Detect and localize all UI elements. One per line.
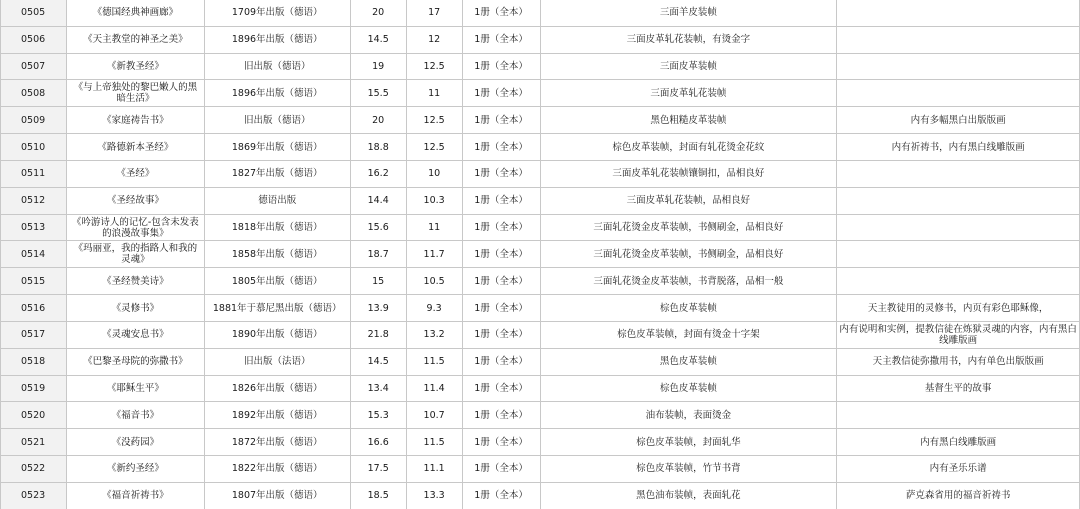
cell-volume[interactable]: 1册（全本） [462, 402, 540, 429]
cell-title[interactable]: 《耶稣生平》 [66, 375, 204, 402]
table-row [1, 348, 1080, 375]
table-row [1, 241, 1080, 268]
cell-height[interactable]: 13.4 [350, 375, 406, 402]
cell-note[interactable]: 天主教信徒弥撒用书，内有单色出版版画 [837, 348, 1080, 375]
cell-width[interactable]: 13.2 [406, 321, 462, 348]
table-row [1, 107, 1080, 134]
table-row [1, 0, 1080, 26]
cell-volume[interactable]: 1册（全本） [462, 268, 540, 295]
table-row [1, 295, 1080, 322]
cell-note[interactable] [837, 187, 1080, 214]
cell-binding[interactable]: 三面皮革轧花装帧，有烫金字 [540, 26, 837, 53]
cell-width[interactable]: 11.1 [406, 456, 462, 483]
cell-volume[interactable]: 1册（全本） [462, 187, 540, 214]
cell-note[interactable]: 天主教徒用的灵修书，内页有彩色耶稣像， [837, 295, 1080, 322]
cell-binding[interactable]: 棕色皮革装帧，竹节书背 [540, 456, 837, 483]
cell-width[interactable]: 12 [406, 26, 462, 53]
cell-title[interactable]: 《与上帝独处的黎巴嫩人的黑暗生活》 [66, 80, 204, 107]
cell-width[interactable]: 10.5 [406, 268, 462, 295]
cell-height[interactable]: 21.8 [350, 321, 406, 348]
cell-title[interactable]: 《圣经》 [66, 160, 204, 187]
cell-volume[interactable]: 1册（全本） [462, 321, 540, 348]
cell-edition[interactable]: 1881年于慕尼黑出版（德语） [204, 295, 350, 322]
cell-edition[interactable]: 1807年出版（德语） [204, 482, 350, 509]
cell-width[interactable]: 10.3 [406, 187, 462, 214]
cell-volume[interactable]: 1册（全本） [462, 107, 540, 134]
cell-edition[interactable]: 旧出版（法语） [204, 348, 350, 375]
cell-note[interactable] [837, 241, 1080, 268]
cell-height[interactable]: 14.4 [350, 187, 406, 214]
cell-title[interactable]: 《没药园》 [66, 429, 204, 456]
cell-note[interactable] [837, 268, 1080, 295]
cell-volume[interactable]: 1册（全本） [462, 80, 540, 107]
cell-note[interactable] [837, 80, 1080, 107]
cell-title[interactable]: 《家庭祷告书》 [66, 107, 204, 134]
cell-id[interactable]: 0518 [1, 348, 67, 375]
table-row [1, 160, 1080, 187]
cell-width[interactable]: 12.5 [406, 107, 462, 134]
cell-binding[interactable]: 三面皮革轧花装帧，品相良好 [540, 187, 837, 214]
cell-edition[interactable]: 1826年出版（德语） [204, 375, 350, 402]
cell-height[interactable]: 20 [350, 0, 406, 26]
table-row [1, 26, 1080, 53]
cell-edition[interactable]: 1709年出版（德语） [204, 0, 350, 26]
table-row [1, 187, 1080, 214]
cell-id[interactable]: 0508 [1, 80, 67, 107]
cell-binding[interactable]: 黑色皮革装帧 [540, 348, 837, 375]
cell-volume[interactable]: 1册（全本） [462, 429, 540, 456]
cell-id[interactable]: 0506 [1, 26, 67, 53]
cell-height[interactable]: 19 [350, 53, 406, 80]
table-row [1, 268, 1080, 295]
cell-title[interactable]: 《灵魂安息书》 [66, 321, 204, 348]
cell-height[interactable]: 14.5 [350, 26, 406, 53]
cell-volume[interactable]: 1册（全本） [462, 375, 540, 402]
table-body [1, 0, 1080, 509]
cell-title[interactable]: 《福音书》 [66, 402, 204, 429]
cell-edition[interactable]: 1892年出版（德语） [204, 402, 350, 429]
cell-edition[interactable]: 1827年出版（德语） [204, 160, 350, 187]
cell-title[interactable]: 《德国经典神画廊》 [66, 0, 204, 26]
cell-note[interactable]: 内有黑白线雕版画 [837, 429, 1080, 456]
cell-note[interactable]: 基督生平的故事 [837, 375, 1080, 402]
cell-note[interactable]: 内有祈祷书，内有黑白线雕版画 [837, 134, 1080, 161]
cell-height[interactable]: 18.8 [350, 134, 406, 161]
cell-width[interactable]: 11.5 [406, 348, 462, 375]
cell-title[interactable]: 《圣经故事》 [66, 187, 204, 214]
cell-width[interactable]: 11.5 [406, 429, 462, 456]
cell-note[interactable] [837, 26, 1080, 53]
cell-title[interactable]: 《圣经赞美诗》 [66, 268, 204, 295]
table-row [1, 134, 1080, 161]
cell-binding[interactable]: 棕色皮革装帧 [540, 295, 837, 322]
cell-note[interactable]: 内有圣乐乐谱 [837, 456, 1080, 483]
cell-id[interactable]: 0516 [1, 295, 67, 322]
cell-edition[interactable]: 1872年出版（德语） [204, 429, 350, 456]
table-row [1, 375, 1080, 402]
cell-title[interactable]: 《巴黎圣母院的弥撒书》 [66, 348, 204, 375]
cell-height[interactable]: 16.6 [350, 429, 406, 456]
cell-width[interactable]: 10.7 [406, 402, 462, 429]
cell-volume[interactable]: 1册（全本） [462, 482, 540, 509]
cell-width[interactable]: 11 [406, 214, 462, 241]
cell-note[interactable] [837, 53, 1080, 80]
cell-edition[interactable]: 1890年出版（德语） [204, 321, 350, 348]
cell-id[interactable]: 0522 [1, 456, 67, 483]
cell-title[interactable]: 《天主教堂的神圣之美》 [66, 26, 204, 53]
cell-id[interactable]: 0514 [1, 241, 67, 268]
cell-note[interactable] [837, 0, 1080, 26]
cell-binding[interactable]: 黑色粗糙皮革装帧 [540, 107, 837, 134]
cell-edition[interactable]: 1869年出版（德语） [204, 134, 350, 161]
table-row [1, 80, 1080, 107]
cell-edition[interactable]: 1818年出版（德语） [204, 214, 350, 241]
cell-note[interactable]: 内有多幅黑白出版版画 [837, 107, 1080, 134]
cell-height[interactable]: 17.5 [350, 456, 406, 483]
cell-binding[interactable]: 三面羊皮装帧 [540, 0, 837, 26]
cell-width[interactable]: 12.5 [406, 53, 462, 80]
cell-height[interactable]: 14.5 [350, 348, 406, 375]
cell-height[interactable]: 13.9 [350, 295, 406, 322]
cell-width[interactable]: 11.7 [406, 241, 462, 268]
cell-title[interactable]: 《玛丽亚，我的指路人和我的灵魂》 [66, 241, 204, 268]
cell-title[interactable]: 《吟游诗人的记忆-包含未发表的浪漫故事集》 [66, 214, 204, 241]
cell-id[interactable]: 0505 [1, 0, 67, 26]
cell-id[interactable]: 0515 [1, 268, 67, 295]
cell-binding[interactable]: 棕色皮革装帧，封面有烫金十字架 [540, 321, 837, 348]
cell-id[interactable]: 0523 [1, 482, 67, 509]
cell-height[interactable]: 20 [350, 107, 406, 134]
cell-title[interactable]: 《福音祈祷书》 [66, 482, 204, 509]
cell-note[interactable] [837, 160, 1080, 187]
cell-id[interactable]: 0509 [1, 107, 67, 134]
cell-volume[interactable]: 1册（全本） [462, 456, 540, 483]
cell-height[interactable]: 15.5 [350, 80, 406, 107]
cell-binding[interactable]: 棕色皮革装帧 [540, 375, 837, 402]
cell-id[interactable]: 0517 [1, 321, 67, 348]
cell-id[interactable]: 0521 [1, 429, 67, 456]
cell-binding[interactable]: 三面轧花烫金皮革装帧，书背脱落，品相一般 [540, 268, 837, 295]
cell-binding[interactable]: 棕色皮革装帧，封面轧华 [540, 429, 837, 456]
cell-width[interactable]: 9.3 [406, 295, 462, 322]
cell-id[interactable]: 0507 [1, 53, 67, 80]
cell-volume[interactable]: 1册（全本） [462, 214, 540, 241]
cell-height[interactable]: 18.7 [350, 241, 406, 268]
cell-title[interactable]: 《新约圣经》 [66, 456, 204, 483]
cell-volume[interactable]: 1册（全本） [462, 348, 540, 375]
cell-height[interactable]: 15.3 [350, 402, 406, 429]
cell-width[interactable]: 10 [406, 160, 462, 187]
cell-volume[interactable]: 1册（全本） [462, 295, 540, 322]
cell-title[interactable]: 《灵修书》 [66, 295, 204, 322]
table-row [1, 214, 1080, 241]
cell-height[interactable]: 18.5 [350, 482, 406, 509]
table-row [1, 402, 1080, 429]
cell-volume[interactable]: 1册（全本） [462, 0, 540, 26]
cell-note[interactable] [837, 402, 1080, 429]
cell-edition[interactable]: 1805年出版（德语） [204, 268, 350, 295]
cell-width[interactable]: 13.3 [406, 482, 462, 509]
cell-edition[interactable]: 旧出版（德语） [204, 53, 350, 80]
cell-binding[interactable]: 三面皮革轧花装帧镶铜扣，品相良好 [540, 160, 837, 187]
cell-volume[interactable]: 1册（全本） [462, 160, 540, 187]
cell-width[interactable]: 12.5 [406, 134, 462, 161]
cell-binding[interactable]: 黑色油布装帧，表面轧花 [540, 482, 837, 509]
cell-title[interactable]: 《路德新本圣经》 [66, 134, 204, 161]
cell-binding[interactable]: 三面皮革装帧 [540, 53, 837, 80]
cell-volume[interactable]: 1册（全本） [462, 53, 540, 80]
cell-id[interactable]: 0519 [1, 375, 67, 402]
cell-note[interactable] [837, 214, 1080, 241]
table-row [1, 53, 1080, 80]
cell-height[interactable]: 15.6 [350, 214, 406, 241]
cell-volume[interactable]: 1册（全本） [462, 26, 540, 53]
cell-edition[interactable]: 1822年出版（德语） [204, 456, 350, 483]
cell-binding[interactable]: 三面皮革轧花装帧 [540, 80, 837, 107]
cell-binding[interactable]: 油布装帧，表面烫金 [540, 402, 837, 429]
table-row [1, 482, 1080, 509]
table-row [1, 321, 1080, 348]
cell-edition[interactable]: 1858年出版（德语） [204, 241, 350, 268]
table-row [1, 456, 1080, 483]
table-row [1, 429, 1080, 456]
cell-volume[interactable]: 1册（全本） [462, 134, 540, 161]
cell-note[interactable]: 萨克森省用的福音祈祷书 [837, 482, 1080, 509]
cell-edition[interactable]: 德语出版 [204, 187, 350, 214]
cell-binding[interactable]: 棕色皮革装帧，封面有轧花烫金花纹 [540, 134, 837, 161]
cell-edition[interactable]: 旧出版（德语） [204, 107, 350, 134]
cell-note[interactable]: 内有说明和实例，提教信徒在炼狱灵魂的内容，内有黑白线雕版画 [837, 321, 1080, 348]
cell-height[interactable]: 16.2 [350, 160, 406, 187]
cell-binding[interactable]: 三面轧花烫金皮革装帧，书侧刷金，品相良好 [540, 214, 837, 241]
cell-width[interactable]: 17 [406, 0, 462, 26]
cell-id[interactable]: 0520 [1, 402, 67, 429]
cell-id[interactable]: 0513 [1, 214, 67, 241]
cell-volume[interactable]: 1册（全本） [462, 241, 540, 268]
cell-width[interactable]: 11.4 [406, 375, 462, 402]
cell-height[interactable]: 15 [350, 268, 406, 295]
cell-width[interactable]: 11 [406, 80, 462, 107]
cell-title[interactable]: 《新教圣经》 [66, 53, 204, 80]
cell-id[interactable]: 0512 [1, 187, 67, 214]
cell-edition[interactable]: 1896年出版（德语） [204, 80, 350, 107]
cell-id[interactable]: 0510 [1, 134, 67, 161]
cell-id[interactable]: 0511 [1, 160, 67, 187]
cell-edition[interactable]: 1896年出版（德语） [204, 26, 350, 53]
cell-binding[interactable]: 三面轧花烫金皮革装帧，书侧刷金，品相良好 [540, 241, 837, 268]
